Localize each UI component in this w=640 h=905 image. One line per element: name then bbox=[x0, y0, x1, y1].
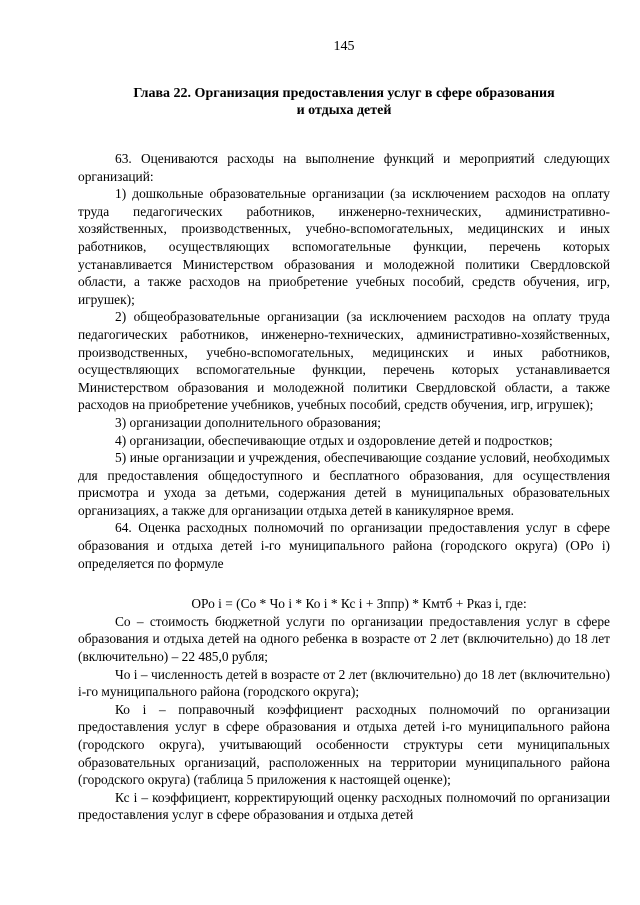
paragraph-63-intro: 63. Оцениваются расходы на выполнение функций и мероприятий следующих организаций: bbox=[78, 151, 610, 184]
chapter-title bbox=[78, 85, 610, 119]
definition-ks: Кс i – коэффициент, корректирующий оценку расходных полномочий по организации предоставления услуг в сфере образования и отдыха детей bbox=[78, 789, 610, 823]
paragraph-item-5: 5) иные организации и учреждения, обеспечивающие создание условий, необходимых для предоставления общедоступного и бесплатного образования, для осуществления присмотра и ухода за детьми, содержания детей в муниципальных образовательных организациях, а также для организации отдыха детей в каникулярное время. bbox=[78, 450, 610, 518]
paragraph-item-3: 3) организации дополнительного образования; bbox=[115, 414, 381, 430]
definition-co: Со – стоимость бюджетной услуги по организации предоставления услуг в сфере образования и отдыха детей на одного ребенка в возрасте от 2 лет (включительно) до 18 лет (включительно) – 22 485,0 рубля; bbox=[78, 613, 610, 665]
document-page bbox=[78, 38, 610, 824]
definition-cho: Чо i – численность детей в возрасте от 2 лет (включительно) до 18 лет (включительно) i-го муниципального района (городского округа); bbox=[78, 666, 610, 700]
paragraph-item-4: 4) организации, обеспечивающие отдых и оздоровление детей и подростков; bbox=[115, 432, 553, 448]
formula: ОРо i = (Со * Чо i * Ко i * Кс i + Зппр) * Кмтб + Рказ i, где: bbox=[191, 596, 527, 612]
chapter-title-line-1: Глава 22. Организация предоставления услуг в сфере образования bbox=[133, 86, 555, 101]
definition-ko: Ко i – поправочный коэффициент расходных полномочий по организации предоставления услуг в сфере образования и отдыха детей i-го муниципального района (городского округа), учитывающий особенности структуры сети муниципальных образовательных организаций, расположенных на территории муниципального района (городского округа) (таблица 5 приложения к настоящей оценке); bbox=[78, 701, 610, 788]
paragraph-item-2: 2) общеобразовательные организации (за исключением расходов на оплату труда педагогических работников, инженерно-технических, административно-хозяйственных, производственных, учебно-вспомогательных, медицинских и иных работников, осуществляющих вспомогательные функции, перечень которых устанавливается Министерством образования и молодежной политики Свердловской области, а также расходов на приобретение учебников, учебных пособий, средств обучения, игр, игрушек); bbox=[78, 309, 610, 413]
page-number: 145 bbox=[333, 39, 355, 54]
chapter-title-line-2: и отдыха детей bbox=[296, 103, 392, 118]
paragraph-item-1: 1) дошкольные образовательные организации (за исключением расходов на оплату труда педагогических работников, инженерно-технических, административно-хозяйственных, производственных, учебно-вспомогательных, медицинских и иных работников, осуществляющих вспомогательные функции, перечень которых устанавливается Министерством образования и молодежной политики Свердловской области, а также расходов на приобретение учебных пособий, средств обучения, игр, игрушек); bbox=[78, 186, 610, 307]
paragraph-64: 64. Оценка расходных полномочий по организации предоставления услуг в сфере образования и отдыха детей i-го муниципального района (городского округа) (ОРо i) определяется по формуле bbox=[78, 520, 610, 571]
